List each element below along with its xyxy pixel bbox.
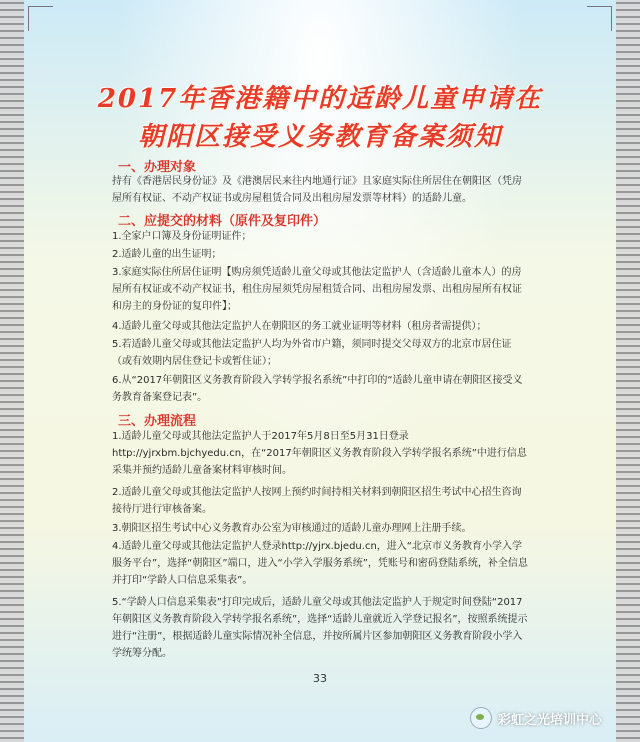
list-item: 3.家庭实际住所居住证明【购房须凭适龄儿童父母或其他法定监护人（含适龄儿童本人）的房屋所有权证或不动产权证书，租住房屋须凭房屋租赁合同、出租房屋发票、出租房屋所有权证和房主的身份证的复印件】； <box>112 267 522 312</box>
page-number: 33 <box>313 672 327 685</box>
crop-mark-left <box>28 6 53 31</box>
list-item: 2.适龄儿童的出生证明； <box>112 249 222 260</box>
list-item: 6.从“2017年朝阳区义务教育阶段入学转学报名系统”中打印的“适龄儿童申请在朝阳区接受义务教育备案登记表”。 <box>112 375 523 403</box>
section-heading-process: 三、办理流程 <box>118 414 197 429</box>
list-item: 4.适龄儿童父母或其他法定监护人在朝阳区的务工就业证明等材料（租房者需提供）； <box>112 321 487 332</box>
paragraph: 持有《香港居民身份证》及《港澳居民来往内地通行证》且家庭实际住所居住在朝阳区（凭房屋所有权证、不动产权证书或房屋租赁合同及出租房屋发票等材料）的适龄儿童。 <box>112 176 522 204</box>
list-item: 5.“学龄人口信息采集表”打印完成后，适龄儿童父母或其他法定监护人于规定时间登陆“2017年朝阳区义务教育阶段入学转学报名系统”，选择“适龄儿童就近入学登记报名”，按照系统提示进行“注册”，根据适龄儿童实际情况补全信息，并按所属片区参加朝阳区义务教育阶段小学入学统筹分配。 <box>112 597 528 659</box>
list-item: 3.朝阳区招生考试中心义务教育办公室为审核通过的适龄儿童办理网上注册手续。 <box>112 523 472 534</box>
list-item: 5.若适龄儿童父母或其他法定监护人均为外省市户籍，须同时提交父母双方的北京市居住证（或有效期内居住登记卡或暂住证）； <box>112 339 512 367</box>
crop-mark-right <box>587 6 612 31</box>
binding-spine-left <box>0 0 24 742</box>
section-heading-materials: 二、应提交的材料（原件及复印件） <box>118 214 327 229</box>
list-item: 1.全家户口簿及身份证明证件； <box>112 231 252 242</box>
watermark-text: 彩虹之光培训中心 <box>498 712 603 728</box>
section-heading-target: 一、办理对象 <box>118 160 197 175</box>
list-item: 4.适龄儿童父母或其他法定监护人登录http://yjrx.bjedu.cn，进入“北京市义务教育小学入学服务平台”，选择“朝阳区”端口，进入“小学入学服务系统”，凭账号和密码登陆系统，补全信息并打印“学龄人口信息采集表”。 <box>112 541 528 586</box>
watermark <box>470 707 602 729</box>
list-item: 2.适龄儿童父母或其他法定监护人按网上预约时间持相关材料到朝阳区招生考试中心招生咨询接待厅进行审核备案。 <box>112 487 522 515</box>
page-title-line-2: 朝阳区接受义务教育备案须知 <box>137 122 502 152</box>
page-title-line-1: 2017年香港籍中的适龄儿童申请在 <box>97 84 543 114</box>
list-item: 1.适龄儿童父母或其他法定监护人于2017年5月8日至5月31日登录http://yjrxbm.bjchyedu.cn，在“2017年朝阳区义务教育阶段入学转学报名系统”中进行信息采集并预约适龄儿童备案材料审核时间。 <box>112 431 527 476</box>
binding-spine-right <box>616 0 640 742</box>
wechat-icon <box>470 707 492 729</box>
